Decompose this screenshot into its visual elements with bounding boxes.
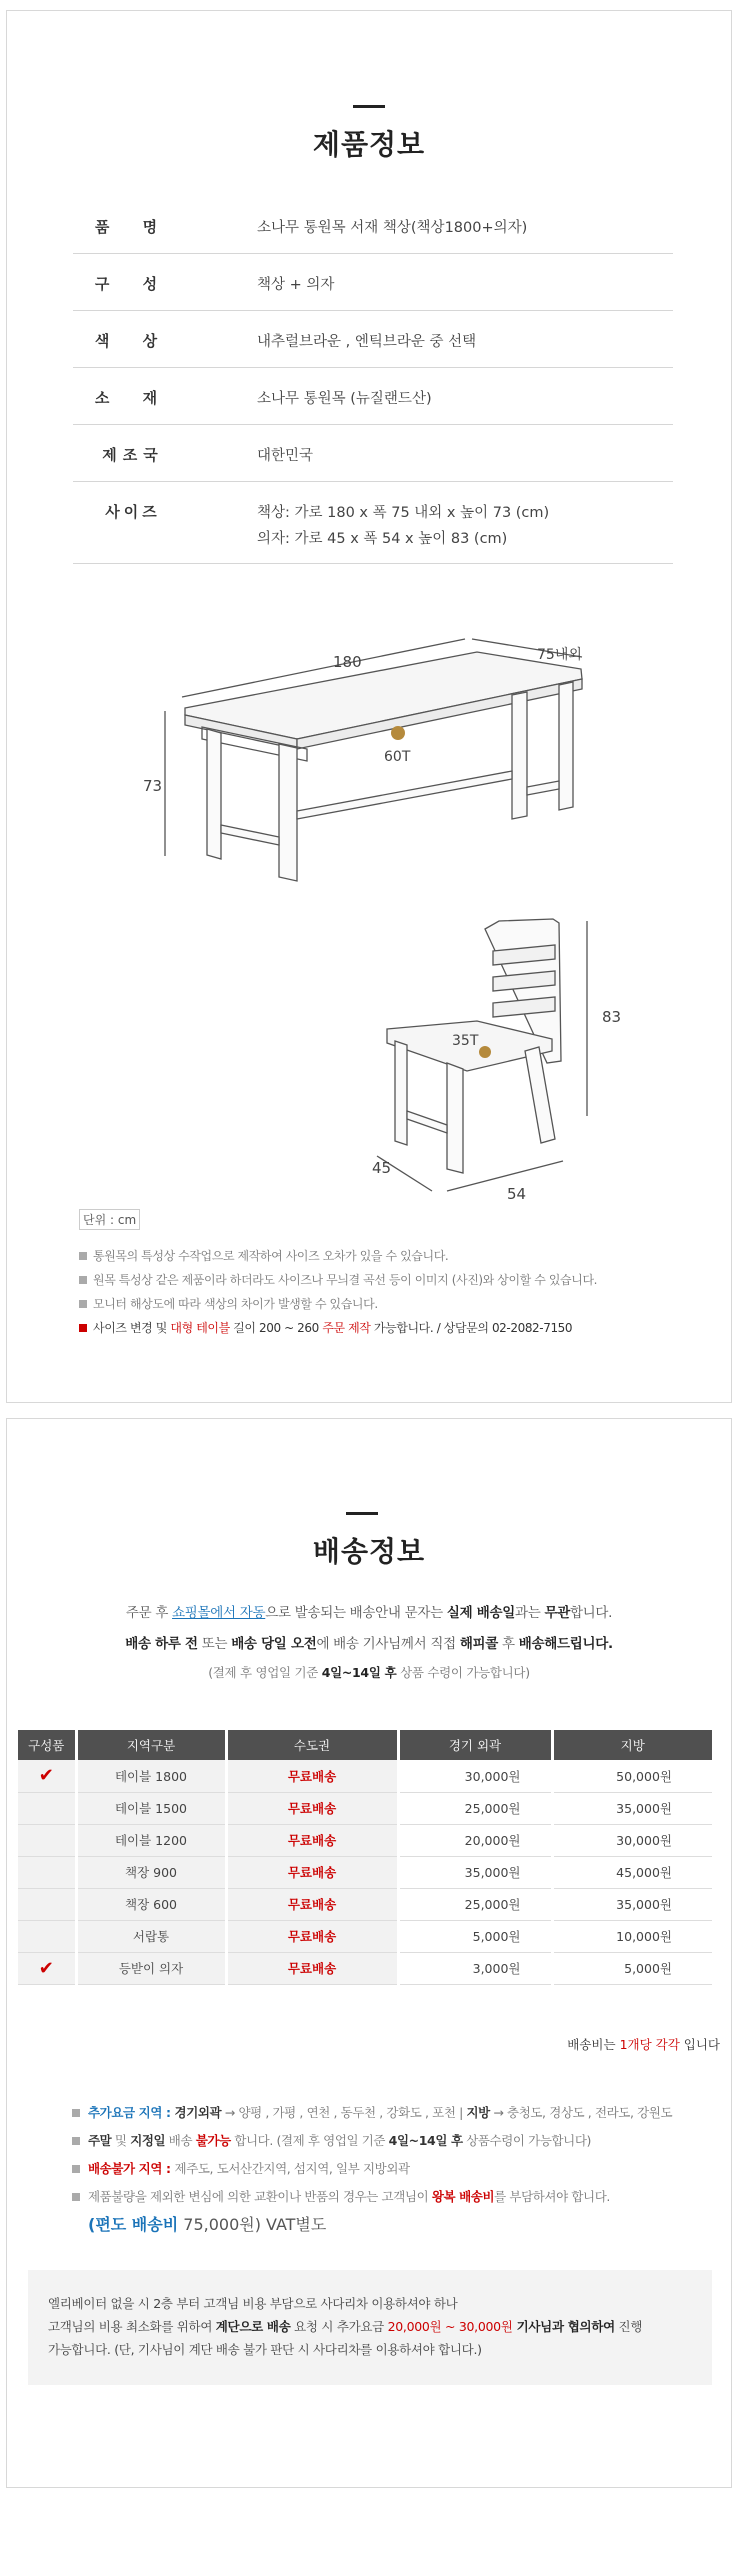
table-cell: 35,000원 <box>552 1888 712 1920</box>
shipping-fee-table <box>18 1730 712 1985</box>
unit-label: 단위 : cm <box>79 1209 140 1230</box>
table-cell: 무료배송 <box>226 1856 398 1888</box>
column-header: 구성품 <box>18 1730 76 1760</box>
product-info-title: 제품정보 <box>312 128 426 161</box>
note-item <box>79 1295 378 1312</box>
spec-row-size <box>73 482 673 564</box>
note-text: 통원목의 특성상 수작업으로 제작하여 사이즈 오차가 있을 수 있습니다. <box>93 1249 449 1263</box>
table-cell: 무료배송 <box>226 1792 398 1824</box>
chair-thickness-marker <box>479 1046 491 1058</box>
table-cell: 30,000원 <box>398 1760 552 1792</box>
chair-diagram <box>7 911 731 1201</box>
table-cell: 20,000원 <box>398 1824 552 1856</box>
product-info-card <box>6 10 732 1403</box>
spec-row-composition <box>73 254 673 311</box>
title-mark <box>346 1512 378 1515</box>
spec-row-color <box>73 311 673 368</box>
delivery-line-1: 주문 후 쇼핑몰에서 자동으로 발송되는 배송안내 문자는 실제 배송일과는 무관합니다. <box>125 1605 613 1621</box>
spec-label: 색 상 <box>94 332 172 350</box>
spec-value: 대한민국 <box>257 448 314 464</box>
delivery-line-3: (결제 후 영업일 기준 4일~14일 후 상품 수령이 가능합니다) <box>208 1665 530 1680</box>
table-cell: 등받이 의자 <box>76 1952 226 1984</box>
chair-depth-dim-line <box>447 1161 563 1191</box>
spec-label: 소 재 <box>94 389 172 407</box>
no-delivery-bullet: 배송불가 지역 : 제주도, 도서산간지역, 섬지역, 일부 지방외곽 <box>72 2159 410 2177</box>
table-cell: 45,000원 <box>552 1856 712 1888</box>
fee-note: 배송비는 1개당 각각 입니다 <box>567 2037 720 2052</box>
note-text: 모니터 해상도에 따라 색상의 차이가 발생할 수 있습니다. <box>93 1297 378 1311</box>
chair-leg <box>395 1041 407 1145</box>
table-cell: 3,000원 <box>398 1952 552 1984</box>
column-header: 경기 외곽 <box>398 1730 552 1760</box>
box-line: 가능합니다. (단, 기사님이 계단 배송 불가 판단 시 사다리차를 이용하셔야 합니다.) <box>48 2342 482 2357</box>
table-row <box>18 1792 712 1824</box>
spec-label: 구 성 <box>94 275 172 293</box>
table-row <box>18 1952 712 1984</box>
note-item <box>79 1247 448 1264</box>
table-cell: 35,000원 <box>398 1856 552 1888</box>
table-cell: 5,000원 <box>552 1952 712 1984</box>
table-row <box>18 1888 712 1920</box>
note-text: 원목 특성상 같은 제품이라 하더라도 사이즈나 무늬결 곡선 등이 이미지 (사진)와 상이할 수 있습니다. <box>93 1273 598 1287</box>
table-cell: 책장 900 <box>76 1856 226 1888</box>
table-cell: 무료배송 <box>226 1760 398 1792</box>
table-cell: 30,000원 <box>552 1824 712 1856</box>
spec-label: 품 명 <box>94 218 172 236</box>
table-cell: 35,000원 <box>552 1792 712 1824</box>
table-cell: 50,000원 <box>552 1760 712 1792</box>
table-cell: 책장 600 <box>76 1888 226 1920</box>
desk-width-label: 180 <box>333 653 362 671</box>
desk-leg <box>207 729 221 859</box>
spec-row-country <box>73 425 673 482</box>
title-mark <box>353 105 385 108</box>
table-cell: 25,000원 <box>398 1792 552 1824</box>
delivery-info-title: 배송정보 <box>312 1535 426 1568</box>
desk-depth-label: 75내외 <box>537 647 582 663</box>
check-icon: ✔ <box>38 1765 54 1787</box>
spec-value: 내추럴브라운 , 엔틱브라운 중 선택 <box>257 334 477 350</box>
thickness-marker <box>391 726 405 740</box>
table-cell: 무료배송 <box>226 1952 398 1984</box>
return-bullet: 제품불량을 제외한 변심에 의한 교환이나 반품의 경우는 고객님이 왕복 배송비를 부담하셔야 합니다. <box>72 2187 610 2205</box>
box-line: 엘리베이터 없을 시 2층 부터 고객님 비용 부담으로 사다리차 이용하셔야 하나 <box>48 2296 458 2311</box>
chair-width-label: 45 <box>372 1159 392 1177</box>
spec-value: 소나무 통원목 (뉴질랜드산) <box>257 391 432 407</box>
spec-value: 책상 + 의자 <box>257 277 335 293</box>
spec-value-2: 의자: 가로 45 x 폭 54 x 높이 83 (cm) <box>257 531 508 547</box>
one-way-fee: (편도 배송비 75,000원) VAT별도 <box>88 2215 327 2234</box>
column-header: 수도권 <box>226 1730 398 1760</box>
table-cell: 10,000원 <box>552 1920 712 1952</box>
table-cell: 무료배송 <box>226 1888 398 1920</box>
box-line: 고객님의 비용 최소화를 위하여 계단으로 배송 요청 시 추가요금 20,000원 ~ 30,000원 기사님과 협의하여 진행 <box>48 2319 643 2334</box>
spec-value: 소나무 통원목 서재 책상(책상1800+의자) <box>257 220 528 236</box>
table-header-row <box>18 1730 712 1760</box>
column-header: 지역구분 <box>76 1730 226 1760</box>
desk-leg <box>279 744 297 881</box>
table-row <box>18 1920 712 1952</box>
table-cell: 25,000원 <box>398 1888 552 1920</box>
table-row <box>18 1760 712 1792</box>
table-cell: 5,000원 <box>398 1920 552 1952</box>
column-header: 지방 <box>552 1730 712 1760</box>
table-cell: 테이블 1200 <box>76 1824 226 1856</box>
spec-label: 사이즈 <box>105 503 161 521</box>
custom-order-note: 사이즈 변경 및 대형 테이블 길이 200 ~ 260 주문 제작 가능합니다. / 상담문의 02-2082-7150 <box>79 1319 572 1336</box>
table-cell: 서랍통 <box>76 1920 226 1952</box>
table-cell: 무료배송 <box>226 1920 398 1952</box>
desk-height-label: 73 <box>143 777 163 795</box>
check-icon: ✔ <box>38 1957 54 1979</box>
chair-thickness-label: 35T <box>452 1033 479 1049</box>
delivery-line-2: 배송 하루 전 또는 배송 당일 오전에 배송 기사님께서 직접 해피콜 후 배송해드립니다. <box>125 1636 613 1652</box>
note-item <box>79 1271 597 1288</box>
spec-row-name <box>73 197 673 254</box>
chair-depth-label: 54 <box>507 1185 527 1201</box>
table-row <box>18 1824 712 1856</box>
table-cell: 무료배송 <box>226 1824 398 1856</box>
desk-thickness-label: 60T <box>384 749 411 765</box>
table-cell: 테이블 1500 <box>76 1792 226 1824</box>
chair-height-label: 83 <box>602 1008 622 1026</box>
surcharge-region-bullet: 추가요금 지역 : 경기외곽 → 양평 , 가평 , 연천 , 동두천 , 강화도 , 포천 | 지방 → 충청도, 경상도 , 전라도, 강원도 <box>72 2103 672 2121</box>
spec-table <box>73 197 673 564</box>
spec-value: 책상: 가로 180 x 폭 75 내외 x 높이 73 (cm) <box>257 505 550 521</box>
table-cell: 테이블 1800 <box>76 1760 226 1792</box>
stairs-delivery-box <box>28 2270 712 2385</box>
desk-leg <box>559 682 573 810</box>
desk-diagram <box>7 611 731 911</box>
spec-label: 제조국 <box>102 446 164 464</box>
table-row <box>18 1856 712 1888</box>
spec-row-material <box>73 368 673 425</box>
desk-leg <box>512 692 527 819</box>
chair-leg <box>447 1063 463 1173</box>
weekend-bullet: 주말 및 지정일 배송 불가능 합니다. (결제 후 영업일 기준 4일~14일 후 상품수령이 가능합니다) <box>72 2131 591 2149</box>
